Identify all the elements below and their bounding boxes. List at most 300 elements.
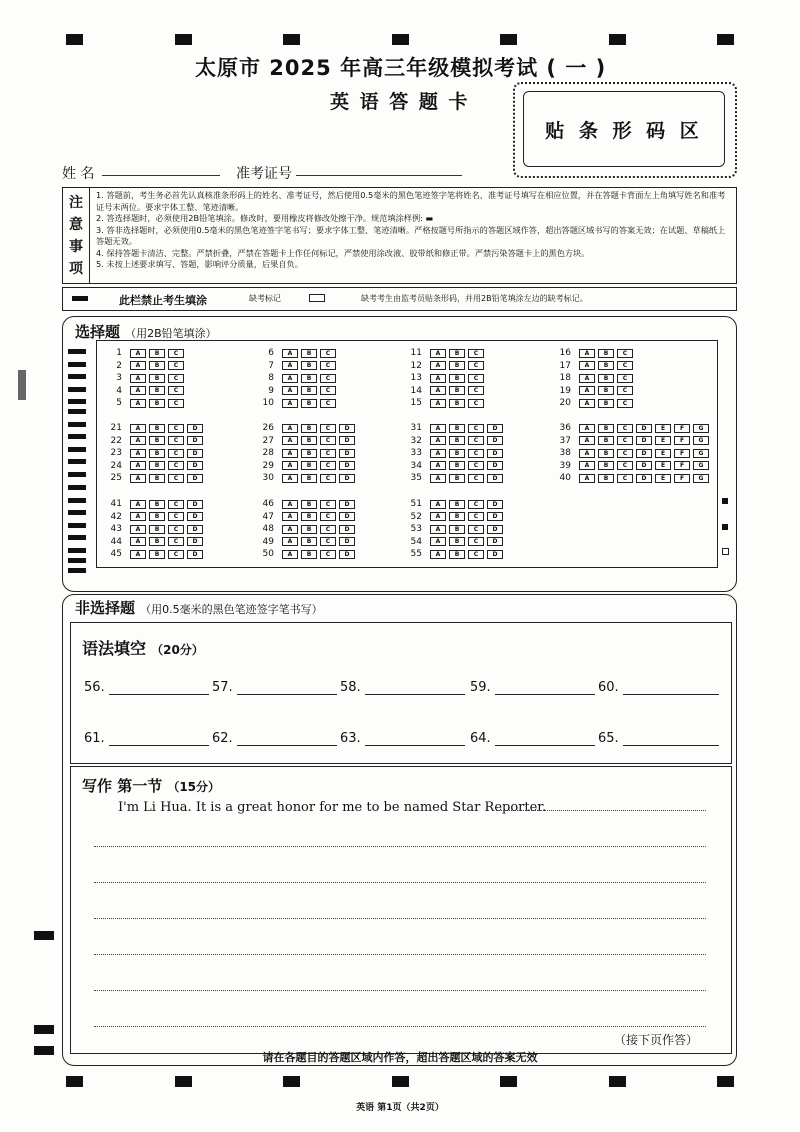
bubble-48-C[interactable]: C bbox=[320, 525, 336, 534]
bubble-54-C[interactable]: C bbox=[468, 537, 484, 546]
writing-line[interactable] bbox=[94, 846, 706, 847]
writing-line[interactable] bbox=[94, 918, 706, 919]
bubble-35-D[interactable]: D bbox=[487, 474, 503, 483]
question-3 bbox=[104, 372, 187, 384]
bubble-36-C[interactable]: C bbox=[617, 424, 633, 433]
bubble-16-B[interactable]: B bbox=[598, 349, 614, 358]
bubble-53-C[interactable]: C bbox=[468, 525, 484, 534]
bubble-8-C[interactable]: C bbox=[320, 374, 336, 383]
bubble-24-D[interactable]: D bbox=[187, 461, 203, 470]
question-number: 22 bbox=[110, 435, 122, 446]
bubble-47-C[interactable]: C bbox=[320, 512, 336, 521]
question-number: 50 bbox=[262, 549, 274, 559]
bubble-53-A[interactable]: A bbox=[430, 525, 446, 534]
bubble-33-A[interactable]: A bbox=[430, 449, 446, 458]
bubble-30-D[interactable]: D bbox=[339, 474, 355, 483]
question-number: 11 bbox=[410, 348, 422, 358]
question-number: 38 bbox=[559, 448, 571, 458]
bubble-33-D[interactable]: D bbox=[487, 449, 503, 458]
bubble-25-B[interactable]: B bbox=[149, 474, 165, 483]
bubble-40-B[interactable]: B bbox=[598, 474, 614, 483]
bubble-17-C[interactable]: C bbox=[617, 361, 633, 370]
bubble-52-D[interactable]: D bbox=[487, 512, 503, 521]
bubble-19-B[interactable]: B bbox=[598, 386, 614, 395]
bubble-29-B[interactable]: B bbox=[301, 461, 317, 470]
bubble-7-A[interactable]: A bbox=[282, 361, 298, 370]
answer-blank-60[interactable]: 60. bbox=[598, 680, 719, 695]
bubble-23-D[interactable]: D bbox=[187, 449, 203, 458]
timing-mark bbox=[68, 498, 86, 503]
bubble-28-D[interactable]: D bbox=[339, 449, 355, 458]
bubble-26-C[interactable]: C bbox=[320, 424, 336, 433]
bubble-43-A[interactable]: A bbox=[130, 525, 146, 534]
question-32 bbox=[404, 435, 506, 447]
bubble-28-C[interactable]: C bbox=[320, 449, 336, 458]
bubble-28-A[interactable]: A bbox=[282, 449, 298, 458]
bubble-43-C[interactable]: C bbox=[168, 525, 184, 534]
bubble-32-D[interactable]: D bbox=[487, 436, 503, 445]
bubble-34-B[interactable]: B bbox=[449, 461, 465, 470]
bubble-27-D[interactable]: D bbox=[339, 436, 355, 445]
bubble-38-E[interactable]: E bbox=[655, 449, 671, 458]
bubble-35-C[interactable]: C bbox=[468, 474, 484, 483]
bubble-28-B[interactable]: B bbox=[301, 449, 317, 458]
bubble-20-B[interactable]: B bbox=[598, 399, 614, 408]
bubble-52-A[interactable]: A bbox=[430, 512, 446, 521]
forbid-row bbox=[62, 287, 737, 311]
bubble-39-A[interactable]: A bbox=[579, 461, 595, 470]
bubble-2-B[interactable]: B bbox=[149, 361, 165, 370]
question-24 bbox=[104, 460, 206, 472]
question-number: 9 bbox=[268, 385, 274, 396]
bubble-45-D[interactable]: D bbox=[187, 550, 203, 559]
timing-mark bbox=[175, 34, 192, 45]
bubble-50-D[interactable]: D bbox=[339, 550, 355, 559]
bubble-34-D[interactable]: D bbox=[487, 461, 503, 470]
question-number: 15 bbox=[410, 398, 422, 408]
question-number: 20 bbox=[559, 398, 571, 408]
bubble-38-A[interactable]: A bbox=[579, 449, 595, 458]
bubble-3-C[interactable]: C bbox=[168, 374, 184, 383]
bubble-3-B[interactable]: B bbox=[149, 374, 165, 383]
timing-mark bbox=[392, 34, 409, 45]
bubble-24-A[interactable]: A bbox=[130, 461, 146, 470]
bubble-37-A[interactable]: A bbox=[579, 436, 595, 445]
bubble-9-C[interactable]: C bbox=[320, 386, 336, 395]
bubble-31-D[interactable]: D bbox=[487, 424, 503, 433]
bubble-14-C[interactable]: C bbox=[468, 386, 484, 395]
bubble-46-C[interactable]: C bbox=[320, 500, 336, 509]
question-48 bbox=[256, 523, 358, 535]
question-49 bbox=[256, 536, 358, 548]
bubble-23-A[interactable]: A bbox=[130, 449, 146, 458]
bubble-9-A[interactable]: A bbox=[282, 386, 298, 395]
bubble-51-B[interactable]: B bbox=[449, 500, 465, 509]
bubble-10-B[interactable]: B bbox=[301, 399, 317, 408]
answer-blank-61[interactable]: 61. bbox=[84, 731, 209, 746]
bubble-53-D[interactable]: D bbox=[487, 525, 503, 534]
bubble-47-D[interactable]: D bbox=[339, 512, 355, 521]
bubble-16-A[interactable]: A bbox=[579, 349, 595, 358]
bubble-36-A[interactable]: A bbox=[579, 424, 595, 433]
bubble-2-C[interactable]: C bbox=[168, 361, 184, 370]
answer-blank-56[interactable]: 56. bbox=[84, 680, 209, 695]
bubble-14-A[interactable]: A bbox=[430, 386, 446, 395]
bubble-34-A[interactable]: A bbox=[430, 461, 446, 470]
question-number: 41 bbox=[110, 499, 122, 509]
answer-blank-62[interactable]: 62. bbox=[212, 731, 337, 746]
bubble-8-A[interactable]: A bbox=[282, 374, 298, 383]
bubble-10-A[interactable]: A bbox=[282, 399, 298, 408]
bubble-1-C[interactable]: C bbox=[168, 349, 184, 358]
notice-item: 1. 答题前，考生务必首先认真核准条形码上的姓名、准考证号，然后使用0.5毫米的黑色笔迹签字笔将姓名、准考证号填写在相应位置，并在答题卡背面左上角填写姓名和准考证号末两位。要求字体工整、笔迹清晰。 bbox=[96, 190, 726, 212]
bubble-37-F[interactable]: F bbox=[674, 436, 690, 445]
bubble-20-C[interactable]: C bbox=[617, 399, 633, 408]
bubble-24-B[interactable]: B bbox=[149, 461, 165, 470]
bubble-27-C[interactable]: C bbox=[320, 436, 336, 445]
question-number: 27 bbox=[262, 435, 274, 446]
question-10 bbox=[256, 397, 339, 409]
bubble-42-D[interactable]: D bbox=[187, 512, 203, 521]
bubble-23-C[interactable]: C bbox=[168, 449, 184, 458]
bubble-27-A[interactable]: A bbox=[282, 436, 298, 445]
bubble-52-C[interactable]: C bbox=[468, 512, 484, 521]
question-34 bbox=[404, 460, 506, 472]
bubble-39-G[interactable]: G bbox=[693, 461, 709, 470]
answer-blank-65[interactable]: 65. bbox=[598, 731, 719, 746]
answer-blank-58[interactable]: 58. bbox=[340, 680, 465, 695]
bubble-5-C[interactable]: C bbox=[168, 399, 184, 408]
bubble-40-F[interactable]: F bbox=[674, 474, 690, 483]
bubble-45-C[interactable]: C bbox=[168, 550, 184, 559]
question-16 bbox=[553, 347, 636, 359]
continue-note: （接下页作答） bbox=[614, 1033, 699, 1047]
bubble-37-B[interactable]: B bbox=[598, 436, 614, 445]
bubble-35-B[interactable]: B bbox=[449, 474, 465, 483]
question-52 bbox=[404, 511, 506, 523]
bubble-44-D[interactable]: D bbox=[187, 537, 203, 546]
question-number: 2 bbox=[116, 360, 122, 371]
footer-warning: 请在各题目的答题区域内作答，超出答题区域的答案无效 bbox=[262, 1051, 538, 1064]
bubble-40-A[interactable]: A bbox=[579, 474, 595, 483]
bubble-30-C[interactable]: C bbox=[320, 474, 336, 483]
absent-note: 缺考考生由监考员贴条形码，并用2B铅笔填涂左边的缺考标记。 bbox=[361, 294, 588, 303]
bubble-32-C[interactable]: C bbox=[468, 436, 484, 445]
timing-mark bbox=[68, 548, 86, 553]
bubble-19-A[interactable]: A bbox=[579, 386, 595, 395]
bubble-55-B[interactable]: B bbox=[449, 550, 465, 559]
question-14 bbox=[404, 385, 487, 397]
bubble-37-G[interactable]: G bbox=[693, 436, 709, 445]
bubble-47-A[interactable]: A bbox=[282, 512, 298, 521]
question-22 bbox=[104, 435, 206, 447]
bubble-36-D[interactable]: D bbox=[636, 424, 652, 433]
question-39 bbox=[553, 460, 712, 472]
bubble-24-C[interactable]: C bbox=[168, 461, 184, 470]
bubble-44-B[interactable]: B bbox=[149, 537, 165, 546]
bubble-13-A[interactable]: A bbox=[430, 374, 446, 383]
bubble-54-B[interactable]: B bbox=[449, 537, 465, 546]
bubble-39-C[interactable]: C bbox=[617, 461, 633, 470]
bubble-36-G[interactable]: G bbox=[693, 424, 709, 433]
bubble-27-B[interactable]: B bbox=[301, 436, 317, 445]
bubble-43-D[interactable]: D bbox=[187, 525, 203, 534]
question-number: 35 bbox=[410, 473, 422, 483]
writing-line[interactable] bbox=[94, 990, 706, 991]
answer-blank-59[interactable]: 59. bbox=[470, 680, 595, 695]
bubble-37-C[interactable]: C bbox=[617, 436, 633, 445]
bubble-47-B[interactable]: B bbox=[301, 512, 317, 521]
bubble-42-C[interactable]: C bbox=[168, 512, 184, 521]
bubble-31-A[interactable]: A bbox=[430, 424, 446, 433]
choice-heading: 选择题 （用2B铅笔填涂） bbox=[75, 323, 217, 341]
bubble-12-A[interactable]: A bbox=[430, 361, 446, 370]
bubble-38-B[interactable]: B bbox=[598, 449, 614, 458]
bubble-50-C[interactable]: C bbox=[320, 550, 336, 559]
question-number: 6 bbox=[268, 348, 274, 358]
bubble-37-D[interactable]: D bbox=[636, 436, 652, 445]
timing-mark bbox=[68, 434, 86, 439]
bubble-5-B[interactable]: B bbox=[149, 399, 165, 408]
bubble-6-C[interactable]: C bbox=[320, 349, 336, 358]
question-47 bbox=[256, 511, 358, 523]
bubble-15-B[interactable]: B bbox=[449, 399, 465, 408]
bubble-40-D[interactable]: D bbox=[636, 474, 652, 483]
bubble-15-A[interactable]: A bbox=[430, 399, 446, 408]
bubble-43-B[interactable]: B bbox=[149, 525, 165, 534]
bubble-39-D[interactable]: D bbox=[636, 461, 652, 470]
bubble-31-C[interactable]: C bbox=[468, 424, 484, 433]
bubble-21-A[interactable]: A bbox=[130, 424, 146, 433]
bubble-38-C[interactable]: C bbox=[617, 449, 633, 458]
exam-id-field[interactable] bbox=[296, 175, 462, 176]
question-number: 24 bbox=[110, 460, 122, 471]
bubble-39-F[interactable]: F bbox=[674, 461, 690, 470]
bubble-3-A[interactable]: A bbox=[130, 374, 146, 383]
bubble-13-C[interactable]: C bbox=[468, 374, 484, 383]
bubble-38-F[interactable]: F bbox=[674, 449, 690, 458]
bubble-7-B[interactable]: B bbox=[301, 361, 317, 370]
bubble-1-B[interactable]: B bbox=[149, 349, 165, 358]
bubble-55-A[interactable]: A bbox=[430, 550, 446, 559]
bubble-12-B[interactable]: B bbox=[449, 361, 465, 370]
bubble-8-B[interactable]: B bbox=[301, 374, 317, 383]
question-46 bbox=[256, 498, 358, 510]
bubble-50-A[interactable]: A bbox=[282, 550, 298, 559]
question-number: 4 bbox=[116, 385, 122, 396]
bubble-10-C[interactable]: C bbox=[320, 399, 336, 408]
bubble-5-A[interactable]: A bbox=[130, 399, 146, 408]
bubble-31-B[interactable]: B bbox=[449, 424, 465, 433]
side-mark bbox=[34, 1025, 54, 1034]
bubble-4-B[interactable]: B bbox=[149, 386, 165, 395]
writing-line[interactable] bbox=[496, 810, 706, 811]
bubble-55-C[interactable]: C bbox=[468, 550, 484, 559]
bubble-4-A[interactable]: A bbox=[130, 386, 146, 395]
bubble-36-B[interactable]: B bbox=[598, 424, 614, 433]
bubble-22-B[interactable]: B bbox=[149, 436, 165, 445]
bubble-36-F[interactable]: F bbox=[674, 424, 690, 433]
bubble-41-A[interactable]: A bbox=[130, 500, 146, 509]
bubble-52-B[interactable]: B bbox=[449, 512, 465, 521]
bubble-19-C[interactable]: C bbox=[617, 386, 633, 395]
bubble-32-B[interactable]: B bbox=[449, 436, 465, 445]
bubble-20-A[interactable]: A bbox=[579, 399, 595, 408]
bubble-1-A[interactable]: A bbox=[130, 349, 146, 358]
question-40 bbox=[553, 472, 712, 484]
bubble-48-A[interactable]: A bbox=[282, 525, 298, 534]
timing-mark bbox=[68, 472, 86, 477]
timing-mark bbox=[68, 422, 86, 427]
bubble-36-E[interactable]: E bbox=[655, 424, 671, 433]
bubble-45-B[interactable]: B bbox=[149, 550, 165, 559]
bubble-45-A[interactable]: A bbox=[130, 550, 146, 559]
page-number: 英语 第1页（共2页） bbox=[356, 1103, 444, 1113]
bubble-37-E[interactable]: E bbox=[655, 436, 671, 445]
bubble-33-B[interactable]: B bbox=[449, 449, 465, 458]
bubble-44-C[interactable]: C bbox=[168, 537, 184, 546]
bubble-12-C[interactable]: C bbox=[468, 361, 484, 370]
bubble-51-C[interactable]: C bbox=[468, 500, 484, 509]
bubble-51-D[interactable]: D bbox=[487, 500, 503, 509]
bubble-29-D[interactable]: D bbox=[339, 461, 355, 470]
bubble-46-B[interactable]: B bbox=[301, 500, 317, 509]
bubble-40-G[interactable]: G bbox=[693, 474, 709, 483]
bubble-18-C[interactable]: C bbox=[617, 374, 633, 383]
question-number: 28 bbox=[262, 448, 274, 458]
bubble-48-B[interactable]: B bbox=[301, 525, 317, 534]
bubble-17-A[interactable]: A bbox=[579, 361, 595, 370]
bubble-39-B[interactable]: B bbox=[598, 461, 614, 470]
bubble-17-B[interactable]: B bbox=[598, 361, 614, 370]
bubble-33-C[interactable]: C bbox=[468, 449, 484, 458]
bubble-25-A[interactable]: A bbox=[130, 474, 146, 483]
bubble-29-A[interactable]: A bbox=[282, 461, 298, 470]
bubble-11-B[interactable]: B bbox=[449, 349, 465, 358]
timing-mark bbox=[68, 374, 86, 379]
bubble-2-A[interactable]: A bbox=[130, 361, 146, 370]
bubble-54-A[interactable]: A bbox=[430, 537, 446, 546]
name-field[interactable] bbox=[102, 175, 220, 176]
bubble-40-C[interactable]: C bbox=[617, 474, 633, 483]
bubble-25-C[interactable]: C bbox=[168, 474, 184, 483]
side-mark bbox=[18, 370, 26, 400]
page-title: 太原市 2025 年高三年级模拟考试 ( 一 ) bbox=[195, 56, 607, 80]
bubble-49-C[interactable]: C bbox=[320, 537, 336, 546]
bubble-30-A[interactable]: A bbox=[282, 474, 298, 483]
bubble-23-B[interactable]: B bbox=[149, 449, 165, 458]
bubble-15-C[interactable]: C bbox=[468, 399, 484, 408]
bubble-6-B[interactable]: B bbox=[301, 349, 317, 358]
writing-line[interactable] bbox=[94, 954, 706, 955]
bubble-29-C[interactable]: C bbox=[320, 461, 336, 470]
bubble-18-B[interactable]: B bbox=[598, 374, 614, 383]
bubble-21-B[interactable]: B bbox=[149, 424, 165, 433]
timing-mark bbox=[68, 568, 86, 573]
bubble-9-B[interactable]: B bbox=[301, 386, 317, 395]
bubble-42-B[interactable]: B bbox=[149, 512, 165, 521]
question-number: 48 bbox=[262, 524, 274, 534]
bubble-41-B[interactable]: B bbox=[149, 500, 165, 509]
absent-checkbox[interactable] bbox=[309, 294, 325, 302]
bubble-21-D[interactable]: D bbox=[187, 424, 203, 433]
bubble-38-D[interactable]: D bbox=[636, 449, 652, 458]
bubble-48-D[interactable]: D bbox=[339, 525, 355, 534]
bubble-13-B[interactable]: B bbox=[449, 374, 465, 383]
bubble-55-D[interactable]: D bbox=[487, 550, 503, 559]
answer-blank-57[interactable]: 57. bbox=[212, 680, 337, 695]
bubble-54-D[interactable]: D bbox=[487, 537, 503, 546]
bubble-32-A[interactable]: A bbox=[430, 436, 446, 445]
bubble-46-A[interactable]: A bbox=[282, 500, 298, 509]
timing-mark bbox=[68, 535, 86, 540]
bubble-7-C[interactable]: C bbox=[320, 361, 336, 370]
bubble-42-A[interactable]: A bbox=[130, 512, 146, 521]
bubble-22-A[interactable]: A bbox=[130, 436, 146, 445]
bubble-22-D[interactable]: D bbox=[187, 436, 203, 445]
question-33 bbox=[404, 447, 506, 459]
question-7 bbox=[256, 360, 339, 372]
bubble-34-C[interactable]: C bbox=[468, 461, 484, 470]
question-number: 7 bbox=[268, 360, 274, 371]
timing-mark bbox=[717, 1076, 734, 1087]
writing-line[interactable] bbox=[94, 882, 706, 883]
question-number: 31 bbox=[410, 423, 422, 433]
essay-opening-sentence: I'm Li Hua. It is a great honor for me to be named Star Reporter. bbox=[118, 800, 547, 815]
question-11 bbox=[404, 347, 487, 359]
answer-blank-64[interactable]: 64. bbox=[470, 731, 595, 746]
bubble-22-C[interactable]: C bbox=[168, 436, 184, 445]
bubble-41-D[interactable]: D bbox=[187, 500, 203, 509]
bubble-14-B[interactable]: B bbox=[449, 386, 465, 395]
bubble-26-D[interactable]: D bbox=[339, 424, 355, 433]
writing-line[interactable] bbox=[94, 1026, 706, 1027]
bubble-49-B[interactable]: B bbox=[301, 537, 317, 546]
bubble-11-C[interactable]: C bbox=[468, 349, 484, 358]
bubble-26-B[interactable]: B bbox=[301, 424, 317, 433]
bubble-38-G[interactable]: G bbox=[693, 449, 709, 458]
bubble-49-D[interactable]: D bbox=[339, 537, 355, 546]
bubble-44-A[interactable]: A bbox=[130, 537, 146, 546]
question-12 bbox=[404, 360, 487, 372]
timing-mark bbox=[68, 447, 86, 452]
question-number: 52 bbox=[410, 511, 422, 522]
bubble-4-C[interactable]: C bbox=[168, 386, 184, 395]
answer-blank-63[interactable]: 63. bbox=[340, 731, 465, 746]
bubble-35-A[interactable]: A bbox=[430, 474, 446, 483]
bubble-41-C[interactable]: C bbox=[168, 500, 184, 509]
bubble-6-A[interactable]: A bbox=[282, 349, 298, 358]
notice-item: 2. 答选择题时，必须使用2B铅笔填涂。修改时，要用橡皮将修改处擦干净。规范填涂样例: ▬ bbox=[96, 213, 434, 223]
bubble-25-D[interactable]: D bbox=[187, 474, 203, 483]
bubble-39-E[interactable]: E bbox=[655, 461, 671, 470]
bubble-50-B[interactable]: B bbox=[301, 550, 317, 559]
bubble-30-B[interactable]: B bbox=[301, 474, 317, 483]
bubble-16-C[interactable]: C bbox=[617, 349, 633, 358]
bubble-18-A[interactable]: A bbox=[579, 374, 595, 383]
bubble-53-B[interactable]: B bbox=[449, 525, 465, 534]
bubble-26-A[interactable]: A bbox=[282, 424, 298, 433]
bubble-51-A[interactable]: A bbox=[430, 500, 446, 509]
bubble-11-A[interactable]: A bbox=[430, 349, 446, 358]
bubble-46-D[interactable]: D bbox=[339, 500, 355, 509]
timing-mark bbox=[717, 34, 734, 45]
question-number: 34 bbox=[410, 460, 422, 471]
bubble-40-E[interactable]: E bbox=[655, 474, 671, 483]
bubble-49-A[interactable]: A bbox=[282, 537, 298, 546]
question-41 bbox=[104, 498, 206, 510]
bubble-21-C[interactable]: C bbox=[168, 424, 184, 433]
